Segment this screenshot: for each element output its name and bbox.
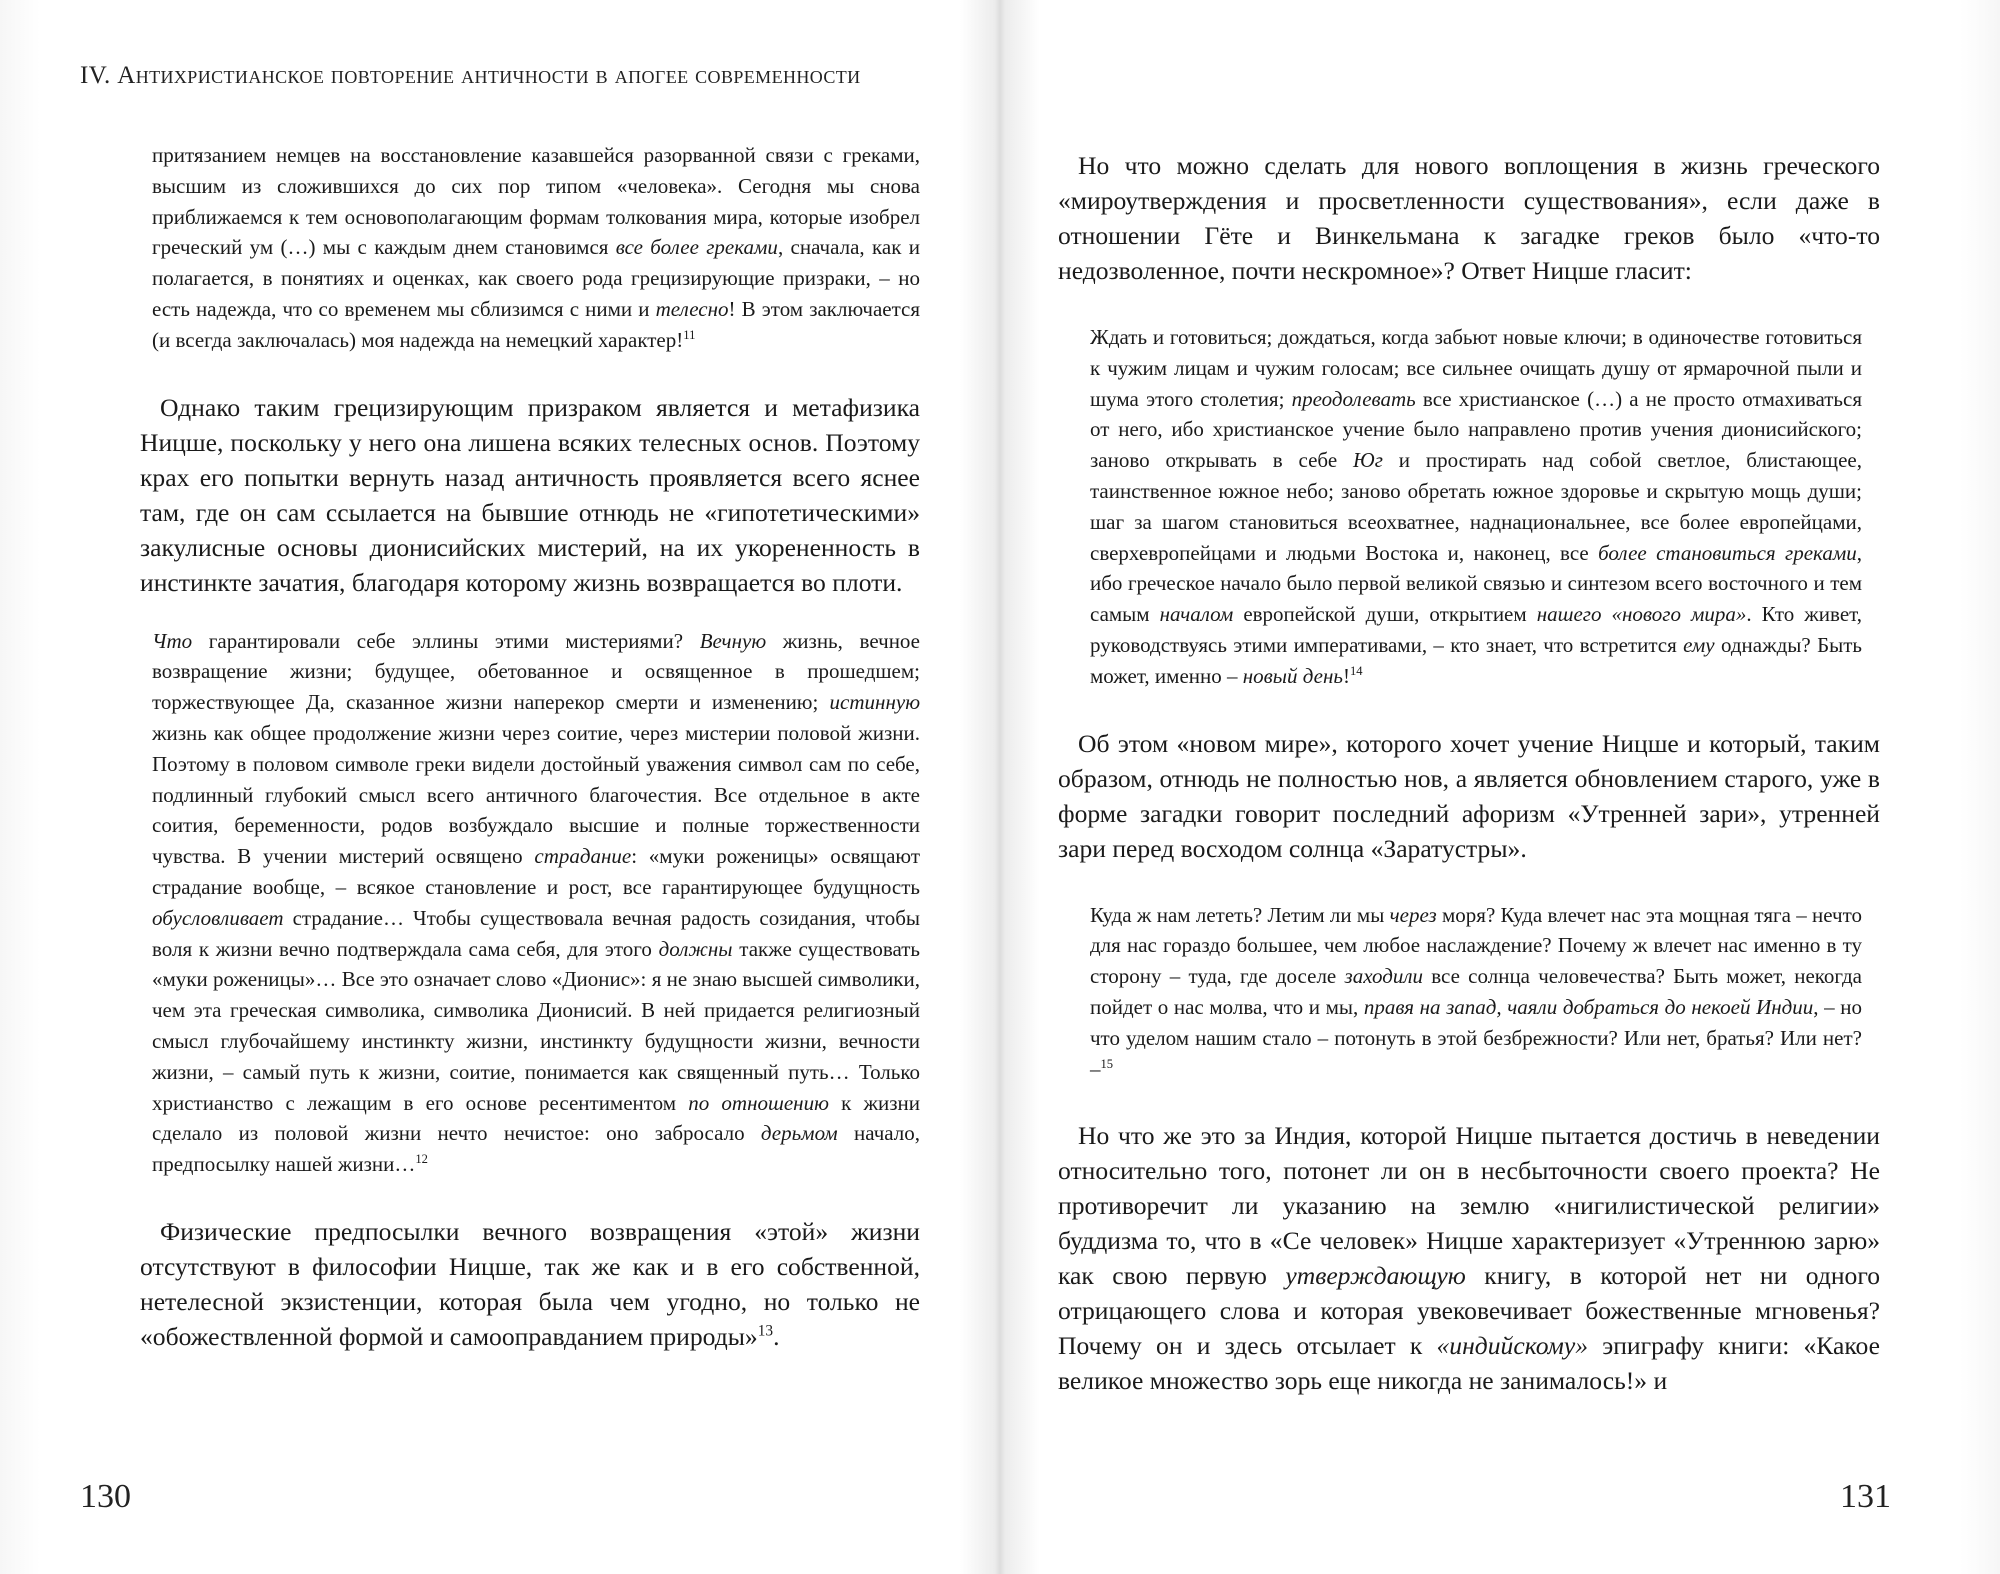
body-paragraph: Об этом «новом мире», которого хочет учение Ницше и который, таким образом, отнюдь не полностью нов, а является обновлением старого, уже в форме загадки говорит последний афоризм «Утренней зари», утренней зари перед восходом солнца «Заратустры». bbox=[1058, 728, 1880, 863]
left-page bbox=[0, 0, 990, 1574]
footnote-ref: 15 bbox=[1100, 1056, 1114, 1071]
footnote-ref: 13 bbox=[757, 1322, 774, 1340]
footnote-ref: 12 bbox=[415, 1152, 428, 1167]
body-paragraph: Но что можно сделать для нового воплощения в жизнь греческого «мироутверждения и просветленности существования», если даже в отношении Гёте и Винкельмана к загадке греков было «что-то недозволенное, почти нескромное»? Ответ Ницше гласит: bbox=[1058, 151, 1880, 285]
body-paragraph: Физические предпосылки вечного возвращения «этой» жизни отсутствуют в философии Ницше, так же как и в его собственной, нетелесной экзистенции, которая была чем угодно, но только не «обожествленной формой и самооправданием природы»$^{13}$. bbox=[140, 1216, 920, 1351]
footnote-ref: 14 bbox=[1349, 663, 1363, 678]
page-number: 131 bbox=[1840, 1478, 1891, 1515]
block-quote: Ждать и готовиться; дождаться, когда забьют новые ключи; в одиночестве готовиться к чужим лицам и чужим голосам; все сильнее очищать душу от ярмарочной пыли и шума этого столетия; преодолевать все христианское (…) а не просто отмахиваться от него, ибо христианское учение было направлено против учения дионисийского; заново открывать в себе Юг и простирать над собой светлое, блистающее, таинственное южное небо; заново обретать южное здоровье и скрытую мощь души; шаг за шагом становиться всеохватнее, наднациональнее, все более европейцами, сверхевропейцами и людьми Востока и, наконец, все более становиться греками, ибо греческое начало было первой великой связью и синтезом всего восточного и тем самым началом европейской души, открытием нашего «нового мира». Кто живет, руководствуясь этими императивами, – кто знает, что встретится ему однажды? Быть может, именно – новый день!$^{14}$ bbox=[1090, 325, 1862, 688]
block-quote: Куда ж нам лететь? Летим ли мы через моря? Куда влечет нас эта мощная тяга – нечто для нас гораздо большее, чем любое наслаждение? Почему ж влечет нас именно в ту сторону – туда, где доселе заходили все солнца человечества? Быть может, некогда пойдет о нас молва, что и мы, правя на запад, чаяли добраться до некоей Индии, – но что уделом нашим стало – потонуть в этой безбрежности? Или нет, братья? Или нет? –$^{15}$ bbox=[1090, 902, 1862, 1081]
block-quote: Что гарантировали себе эллины этими мистериями? Вечную жизнь, вечное возвращение жизни; будущее, обетованное и освященное в прошедшем; торжествующее Да, сказанное жизни наперекор смерти и изменению; истинную жизнь как общее продолжение жизни через соитие, через мистерии половой жизни. Поэтому в половом символе греки видели достойный уважения символ сам по себе, подлинный глубокий смысл всего античного благочестия. Все отдельное в акте соития, беременности, родов возбуждало высшие и полные торжественности чувства. В учении мистерий освящено страдание: «муки роженицы» освящают страдание вообще, – всякое становление и рост, все гарантирующее будущность обусловливает страдание… Чтобы существовала вечная радость созидания, чтобы воля к жизни вечно подтверждала сама себя, для этого должны также существовать «муки роженицы»… Все это означает слово «Дионис»: я не знаю высшей символики, чем эта греческая символика, символика Дионисий. В ней придается религиозный смысл глубочайшему инстинкту жизни, инстинкту будущности жизни, вечности жизни, – самый путь к жизни, соитие, понимается как священный путь… Только христианство с лежащим в его основе ресентиментом по отношению к жизни сделало из половой жизни нечто нечистое: оно забросало дерьмом начало, предпосылку нашей жизни…$^{12}$ bbox=[152, 628, 921, 1177]
body-paragraph: Однако таким грецизирующим призраком является и метафизика Ницше, поскольку у него она лишена всяких телесных основ. Поэтому крах его попытки вернуть назад античность проявляется всего яснее там, где он сам ссылается на бывшие отнюдь не «гипотетическими» закулисные основы дионисийских мистерий, на их укорененность в инстинкте зачатия, благодаря которому жизнь возвращается во плоти. bbox=[140, 392, 920, 597]
left-text-column bbox=[140, 140, 920, 1354]
footnote-ref: 11 bbox=[683, 327, 696, 342]
block-quote: притязанием немцев на восстановление казавшейся разорванной связи с греками, высшим из сложившихся до сих пор типом «человека». Сегодня мы снова приближаемся к тем основополагающим формам толкования мира, которые изобрел греческий ум (…) мы с каждым днем становимся все более греками, сначала, как и полагается, в понятиях и оценках, как своего рода грецизирующие призраки, – но есть надежда, что со временем мы сблизимся с ними и телесно! В этом заключается (и всегда заключалась) моя надежда на немецкий характер!$^{11}$ bbox=[152, 143, 920, 352]
page-number: 130 bbox=[80, 1478, 131, 1515]
right-text-column bbox=[1058, 148, 1880, 1398]
right-page bbox=[1010, 0, 2000, 1574]
body-paragraph: Но что же это за Индия, которой Ницше пытается достичь в неведении относительно того, потонет ли он в несбыточности своего проекта? Не противоречит ли указанию на землю «нигилистической религии» буддизма то, что в «Се человек» Ницше характеризует «Утреннюю зарю» как свою первую утверждающую книгу, в которой нет ни одного отрицающего слова и которая увековечивает божественные мгновенья? Почему он и здесь отсылает к «индийскому» эпиграфу книги: «Какое великое множество зорь еще никогда не занималось!» и bbox=[1058, 1121, 1881, 1396]
running-head: IV. Антихристианское повторение античности в апогее современности bbox=[80, 62, 861, 89]
